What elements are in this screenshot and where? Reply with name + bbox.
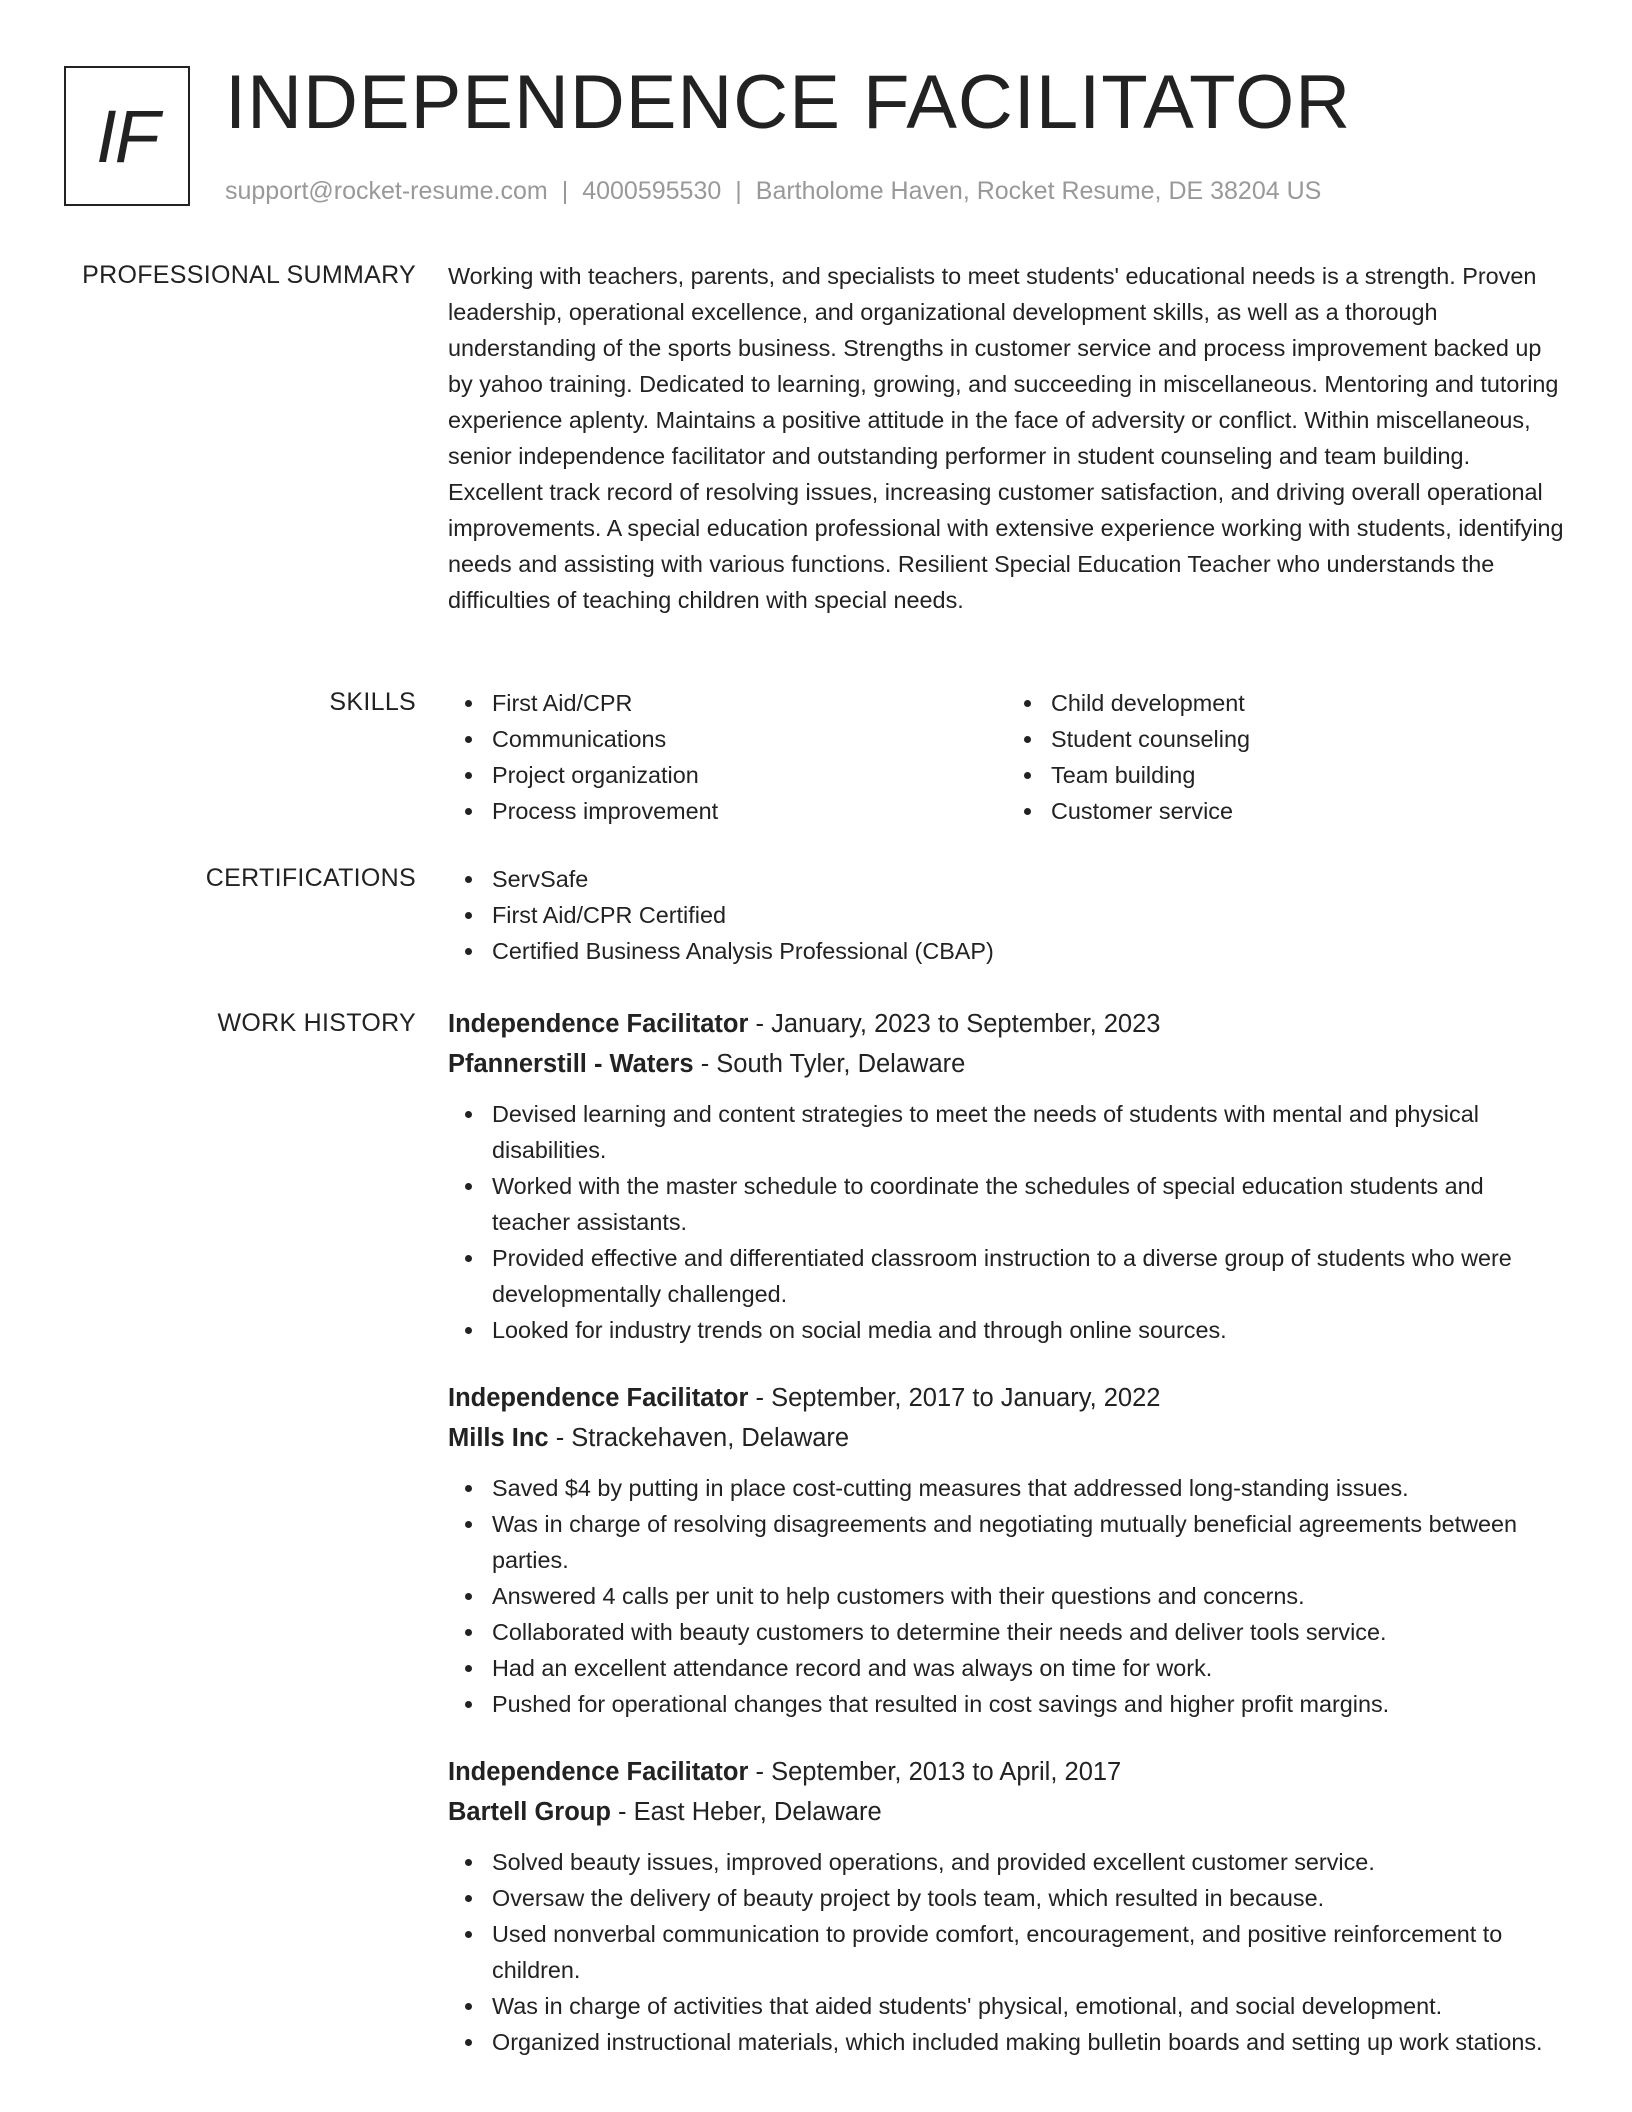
skills-list-left bbox=[448, 685, 1007, 829]
skill-item: Student counseling bbox=[1051, 721, 1566, 757]
job-duty: Collaborated with beauty customers to determine their needs and deliver tools service. bbox=[492, 1614, 1566, 1650]
contact-phone[interactable]: 4000595530 bbox=[582, 177, 722, 205]
job-duties-list bbox=[448, 1096, 1566, 1348]
contact-address: Bartholome Haven, Rocket Resume, DE 38204 US bbox=[755, 177, 1322, 205]
job-duty: Devised learning and content strategies to meet the needs of students with mental and physical disabilities. bbox=[492, 1096, 1566, 1168]
summary-text: Working with teachers, parents, and specialists to meet students' educational needs is a strength. Proven leadership, operational excellence, and organizational development skills, as well as a thorough understanding of the sports business. Strengths in customer service and process improvement backed up by yahoo training. Dedicated to learning, growing, and succeeding in miscellaneous. Mentoring and tutoring experience aplenty. Maintains a positive attitude in the face of adversity or conflict. Within miscellaneous, senior independence facilitator and outstanding performer in student counseling and team building. Excellent track record of resolving issues, increasing customer satisfaction, and driving overall operational improvements. A special education professional with extensive experience working with students, identifying needs and assisting with various functions. Resilient Special Education Teacher who understands the difficulties of teaching children with special needs. bbox=[448, 263, 1564, 613]
contact-line bbox=[225, 176, 1321, 206]
job-dates: - January, 2023 to September, 2023 bbox=[755, 1010, 1161, 1038]
job-company-line bbox=[448, 1046, 1566, 1082]
job-duties-list bbox=[448, 1844, 1566, 2060]
job-entry bbox=[448, 1380, 1566, 1722]
job-title-line bbox=[448, 1006, 1566, 1042]
monogram-logo: IF bbox=[64, 66, 190, 206]
skill-item: Child development bbox=[1051, 685, 1566, 721]
job-company-line bbox=[448, 1420, 1566, 1456]
skill-item: Team building bbox=[1051, 757, 1566, 793]
work-history-heading: WORK HISTORY bbox=[217, 1009, 416, 1037]
summary-heading: PROFESSIONAL SUMMARY bbox=[82, 261, 416, 289]
work-history-body bbox=[448, 1006, 1566, 2060]
job-duty: Organized instructional materials, which included making bulletin boards and setting up work stations. bbox=[492, 2024, 1566, 2060]
skill-item: Process improvement bbox=[492, 793, 1007, 829]
job-company: Pfannerstill - Waters bbox=[448, 1050, 694, 1078]
job-title-line bbox=[448, 1380, 1566, 1416]
certifications-heading: CERTIFICATIONS bbox=[205, 864, 416, 892]
job-dates: - September, 2013 to April, 2017 bbox=[755, 1758, 1122, 1786]
job-duty: Pushed for operational changes that resulted in cost savings and higher profit margins. bbox=[492, 1686, 1566, 1722]
skill-item: Communications bbox=[492, 721, 1007, 757]
skill-item: First Aid/CPR bbox=[492, 685, 1007, 721]
job-company: Bartell Group bbox=[448, 1798, 611, 1826]
contact-separator: | bbox=[561, 177, 569, 205]
certifications-body bbox=[448, 861, 1566, 969]
job-duty: Was in charge of activities that aided students' physical, emotional, and social development. bbox=[492, 1988, 1566, 2024]
job-company-line bbox=[448, 1794, 1566, 1830]
job-duty: Worked with the master schedule to coordinate the schedules of special education students and teacher assistants. bbox=[492, 1168, 1566, 1240]
job-title: Independence Facilitator bbox=[448, 1010, 749, 1038]
skill-item: Project organization bbox=[492, 757, 1007, 793]
job-title-line bbox=[448, 1754, 1566, 1790]
job-duty: Provided effective and differentiated classroom instruction to a diverse group of students who were developmentally challenged. bbox=[492, 1240, 1566, 1312]
certification-item: Certified Business Analysis Professional (CBAP) bbox=[492, 933, 1566, 969]
job-duty: Oversaw the delivery of beauty project by tools team, which resulted in because. bbox=[492, 1880, 1566, 1916]
skills-heading: SKILLS bbox=[329, 688, 416, 716]
skills-body bbox=[448, 685, 1566, 829]
job-duty: Had an excellent attendance record and was always on time for work. bbox=[492, 1650, 1566, 1686]
job-duty: Answered 4 calls per unit to help customers with their questions and concerns. bbox=[492, 1578, 1566, 1614]
certification-item: First Aid/CPR Certified bbox=[492, 897, 1566, 933]
job-company: Mills Inc bbox=[448, 1424, 549, 1452]
job-location: - East Heber, Delaware bbox=[618, 1798, 882, 1826]
job-duty: Saved $4 by putting in place cost-cutting measures that addressed long-standing issues. bbox=[492, 1470, 1566, 1506]
job-entry bbox=[448, 1006, 1566, 1348]
skills-list-right bbox=[1007, 685, 1566, 829]
job-location: - Strackehaven, Delaware bbox=[555, 1424, 850, 1452]
job-duty: Solved beauty issues, improved operations, and provided excellent customer service. bbox=[492, 1844, 1566, 1880]
job-duties-list bbox=[448, 1470, 1566, 1722]
certifications-list bbox=[448, 861, 1566, 969]
job-location: - South Tyler, Delaware bbox=[700, 1050, 966, 1078]
job-duty: Was in charge of resolving disagreements and negotiating mutually beneficial agreements between parties. bbox=[492, 1506, 1566, 1578]
contact-separator: | bbox=[735, 177, 742, 205]
certification-item: ServSafe bbox=[492, 861, 1566, 897]
contact-email[interactable]: support@rocket-resume.com bbox=[225, 177, 548, 205]
job-dates: - September, 2017 to January, 2022 bbox=[755, 1384, 1161, 1412]
job-title: Independence Facilitator bbox=[448, 1384, 749, 1412]
skill-item: Customer service bbox=[1051, 793, 1566, 829]
job-entry bbox=[448, 1754, 1566, 2060]
job-duty: Used nonverbal communication to provide comfort, encouragement, and positive reinforcement to children. bbox=[492, 1916, 1566, 1988]
job-duty: Looked for industry trends on social media and through online sources. bbox=[492, 1312, 1566, 1348]
summary-body bbox=[448, 258, 1566, 618]
job-title: Independence Facilitator bbox=[448, 1758, 749, 1786]
candidate-name: INDEPENDENCE FACILITATOR bbox=[225, 60, 1352, 145]
skills-columns bbox=[448, 685, 1566, 829]
